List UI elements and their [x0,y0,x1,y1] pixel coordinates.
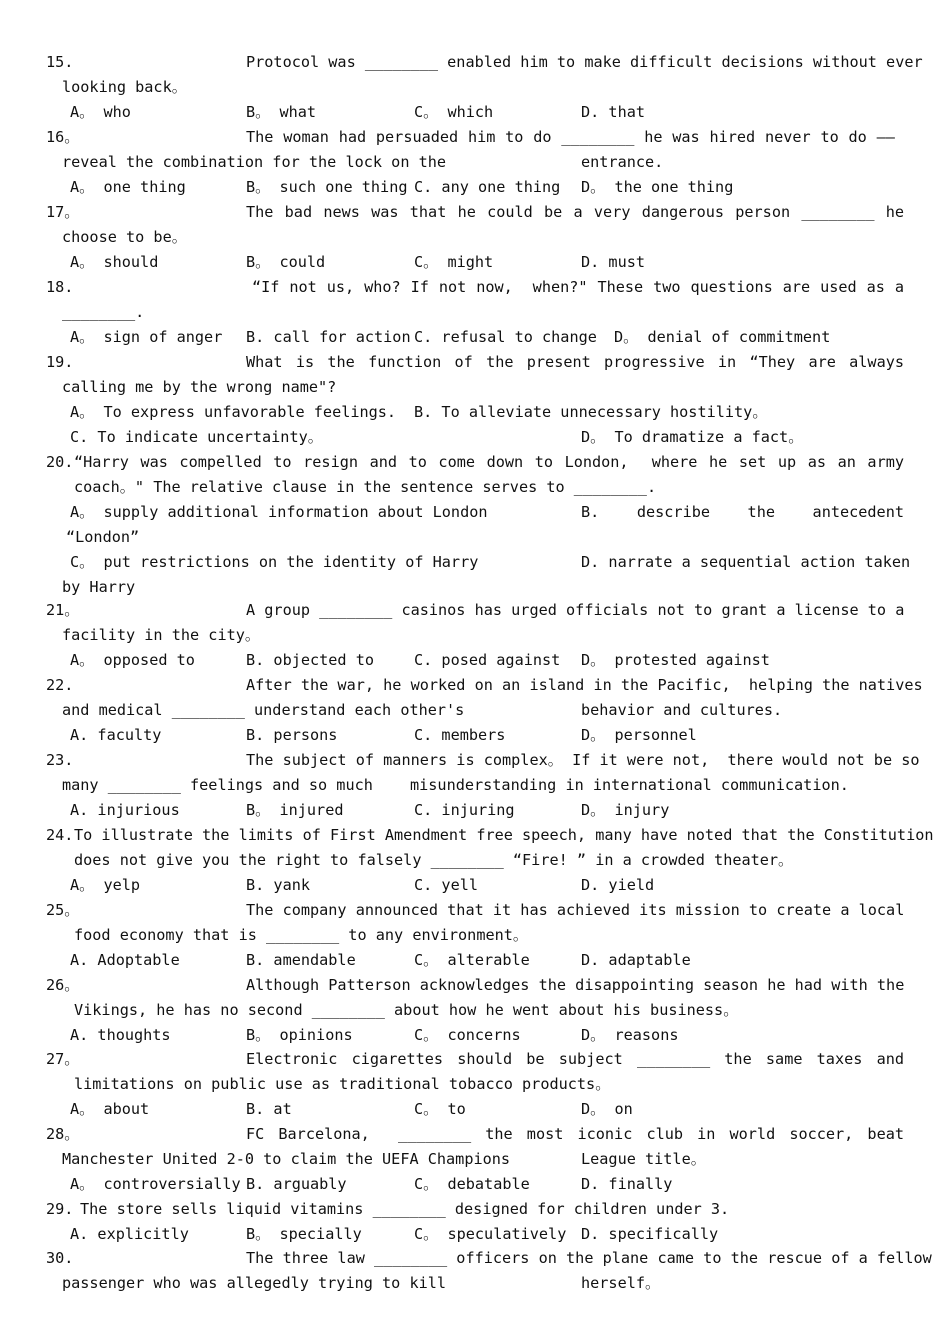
option-a: A. Adoptable [70,951,180,969]
question-stem: Protocol was ________ enabled him to make difficult decisions without ever [246,53,923,71]
option-c: C. To indicate uncertainty。 [70,428,323,446]
option-c: C。 to [414,1100,466,1118]
option-a: A。 controversially [70,1175,241,1193]
option-c: C. posed against [414,651,561,669]
option-b: B. arguably [246,1175,347,1193]
option-d: D。 personnel [581,726,697,744]
question-stem-continued-right: League title。 [581,1150,706,1168]
option-b: B. To alleviate unnecessary hostility。 [414,403,768,421]
question-number: 22. [46,676,74,694]
question-stem-continued: does not give you the right to falsely ________ “Fire! ” in a crowded theater。 [74,851,794,869]
option-d: D. yield [581,876,655,894]
question-stem: FC Barcelona, ________ the most iconic club in world soccer, beat [246,1125,904,1143]
question-stem-continued: and medical ________ understand each other's [62,701,465,719]
question-number: 18. [46,278,74,296]
option-b: B。 such one thing [246,178,408,196]
question-stem-continued: Vikings, he has no second ________ about how he went about his business。 [74,1001,739,1019]
question-stem-continued-right: behavior and cultures. [581,701,783,719]
option-b: B. call for action [246,328,411,346]
option-a: A。 one thing [70,178,186,196]
option-c: C。 put restrictions on the identity of Harry [70,553,479,571]
question-number: 20. [46,453,74,471]
question-stem-continued: looking back。 [62,78,187,96]
option-b: B。 what [246,103,317,121]
question-number: 27。 [46,1050,80,1068]
question-stem: What is the function of the present progressive in “They are always [246,353,904,371]
question-stem: The subject of manners is complex。 If it were not, there would not be so [246,751,920,769]
option-d: D. narrate a sequential action taken [581,553,911,571]
option-b: B。 injured [246,801,344,819]
question-stem-continued: reveal the combination for the lock on the [62,153,447,171]
question-number: 19. [46,353,74,371]
option-c: C. any one thing [414,178,561,196]
option-d: D。 injury [581,801,670,819]
question-number: 26。 [46,976,80,994]
option-b: B. at [246,1100,292,1118]
question-number: 29. [46,1200,74,1218]
question-stem: The bad news was that he could be a very dangerous person ________ he [246,203,904,221]
question-number: 21。 [46,601,80,619]
option-a: A. explicitly [70,1225,189,1243]
option-b: B. amendable [246,951,356,969]
question-stem: “If not us, who? If not now, when?" These two questions are used as a [252,278,904,296]
option-a: A。 yelp [70,876,141,894]
option-c: C。 which [414,103,494,121]
option-c: C. members [414,726,506,744]
option-b: B. yank [246,876,311,894]
question-stem-continued: food economy that is ________ to any environment。 [74,926,529,944]
question-stem-continued: facility in the city。 [62,626,261,644]
option-a: A。 To express unfavorable feelings. [70,403,397,421]
question-stem-continued-right: entrance. [581,153,664,171]
option-d: D. finally [581,1175,673,1193]
question-stem: The company announced that it has achieved its mission to create a local [246,901,905,919]
option-b: B。 could [246,253,326,271]
question-stem-continued: choose to be。 [62,228,187,246]
option-a: A. thoughts [70,1026,171,1044]
option-c: C。 speculatively [414,1225,567,1243]
question-number: 24. [46,826,74,844]
option-d: D. adaptable [581,951,691,969]
question-stem-continued: coach。" The relative clause in the sentence serves to ________. [74,478,657,496]
option-d: D. must [581,253,646,271]
question-number: 25。 [46,901,80,919]
option-c: C. refusal to change [414,328,597,346]
option-d: D. that [581,103,646,121]
option-c: C. injuring [414,801,515,819]
question-stem: “Harry was compelled to resign and to come down to London, where he set up as an army [74,453,904,471]
option-d: D。 reasons [581,1026,679,1044]
question-stem-continued: passenger who was allegedly trying to kill [62,1274,447,1292]
option-c: C。 concerns [414,1026,521,1044]
option-b: B. objected to [246,651,375,669]
option-c: C。 debatable [414,1175,530,1193]
option-d: D。 on [581,1100,633,1118]
question-stem: After the war, he worked on an island in the Pacific, helping the natives [246,676,923,694]
question-stem: The store sells liquid vitamins ________ designed for children under 3. [80,1200,730,1218]
question-number: 28。 [46,1125,80,1143]
option-a: A。 sign of anger [70,328,223,346]
question-number: 30. [46,1249,74,1267]
option-d: D。 the one thing [581,178,734,196]
option-a: A. injurious [70,801,180,819]
question-stem: Electronic cigarettes should be subject ________ the same taxes and [246,1050,904,1068]
option-d: D. specifically [581,1225,719,1243]
question-stem-continued-right: herself。 [581,1274,661,1292]
option-c: C. yell [414,876,479,894]
option-b: B。 opinions [246,1026,353,1044]
option-b-continued: “London” [66,528,140,546]
question-stem-continued: limitations on public use as traditional tobacco products。 [74,1075,611,1093]
option-b: B. describe the antecedent [581,503,904,521]
option-b: B。 specially [246,1225,362,1243]
option-b: B. persons [246,726,338,744]
option-a: A。 supply additional information about London [70,503,488,521]
question-number: 16。 [46,128,80,146]
question-stem: A group ________ casinos has urged officials not to grant a license to a [246,601,905,619]
question-stem: Although Patterson acknowledges the disappointing season he had with the [246,976,905,994]
question-stem: The three law ________ officers on the plane came to the rescue of a fellow [246,1249,932,1267]
option-c: C。 alterable [414,951,530,969]
option-a: A。 should [70,253,159,271]
option-d: D。 To dramatize a fact。 [581,428,804,446]
question-number: 15. [46,53,74,71]
question-stem-continued: calling me by the wrong name"? [62,378,337,396]
question-number: 23. [46,751,74,769]
option-a: A。 about [70,1100,150,1118]
option-c: C。 might [414,253,494,271]
question-stem-continued-right: misunderstanding in international communication. [410,776,849,794]
option-d: D。 denial of commitment [614,328,831,346]
option-d-continued: by Harry [62,578,136,596]
question-stem-continued: ________. [62,303,145,321]
question-number: 17。 [46,203,80,221]
option-a: A。 who [70,103,131,121]
option-a: A。 opposed to [70,651,195,669]
question-stem-continued: Manchester United 2-0 to claim the UEFA Champions [62,1150,511,1168]
question-stem: The woman had persuaded him to do ________ he was hired never to do —— [246,128,904,146]
option-d: D。 protested against [581,651,770,669]
option-a: A. faculty [70,726,162,744]
question-stem: To illustrate the limits of First Amendment free speech, many have noted that the Constitution [74,826,934,844]
question-stem-continued: many ________ feelings and so much [62,776,373,794]
